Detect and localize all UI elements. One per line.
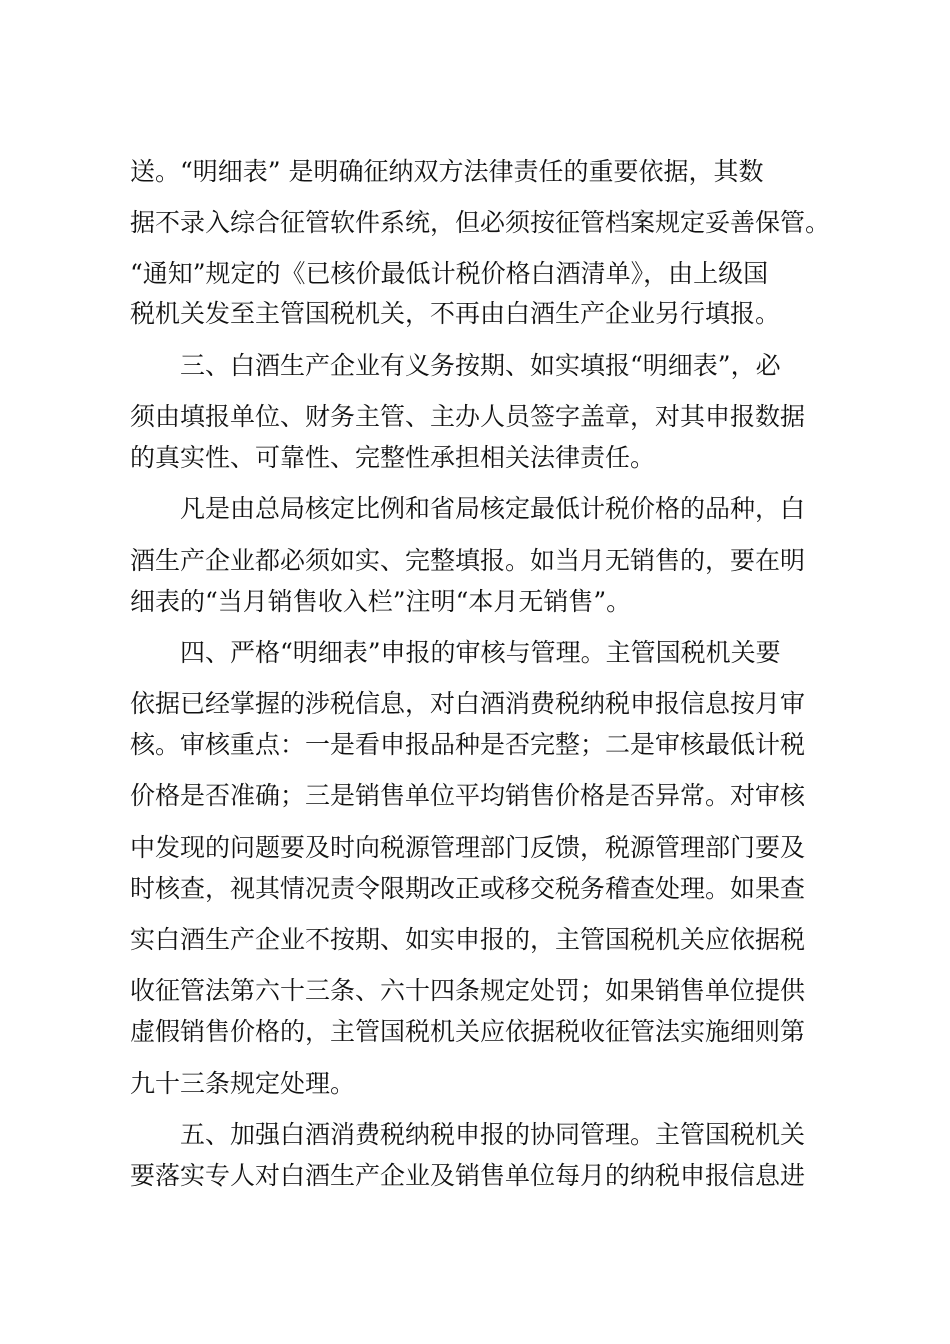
text-line-19: 虚假销售价格的，主管国税机关应依据税收征管法实施细则第	[130, 1017, 806, 1046]
text-line-9: 酒生产企业都必须如实、完整填报。如当月无销售的，要在明	[130, 546, 806, 575]
text-line-2: 据不录入综合征管软件系统，但必须按征管档案规定妥善保管。	[130, 208, 831, 237]
text-line-14: 价格是否准确；三是销售单位平均销售价格是否异常。对审核	[130, 781, 806, 810]
text-line-4: 税机关发至主管国税机关，不再由白酒生产企业另行填报。	[130, 299, 781, 328]
text-line-3: “通知”规定的《已核价最低计税价格白酒清单》，由上级国	[130, 259, 769, 288]
text-line-7: 的真实性、可靠性、完整性承担相关法律责任。	[130, 443, 656, 472]
text-line-10: 细表的“当月销售收入栏”注明“本月无销售”。	[130, 587, 632, 616]
text-line-5: 三、白酒生产企业有义务按期、如实填报“明细表”，必	[180, 351, 781, 380]
text-line-21: 五、加强白酒消费税纳税申报的协同管理。主管国税机关	[180, 1120, 806, 1149]
text-line-1: 送。“明细表” 是明确征纳双方法律责任的重要依据，其数	[130, 157, 764, 186]
text-line-8: 凡是由总局核定比例和省局核定最低计税价格的品种，白	[180, 494, 806, 523]
text-line-15: 中发现的问题要及时向税源管理部门反馈，税源管理部门要及	[130, 833, 806, 862]
text-line-13: 核。审核重点：一是看申报品种是否完整；二是审核最低计税	[130, 730, 806, 759]
text-line-12: 依据已经掌握的涉税信息，对白酒消费税纳税申报信息按月审	[130, 689, 806, 718]
text-line-17: 实白酒生产企业不按期、如实申报的，主管国税机关应依据税	[130, 925, 806, 954]
text-line-20: 九十三条规定处理。	[130, 1069, 356, 1098]
text-line-16: 时核查，视其情况责令限期改正或移交税务稽查处理。如果查	[130, 874, 806, 903]
text-line-22: 要落实专人对白酒生产企业及销售单位每月的纳税申报信息进	[130, 1161, 806, 1190]
text-line-6: 须由填报单位、财务主管、主办人员签字盖章，对其申报数据	[130, 402, 806, 431]
text-line-11: 四、严格“明细表”申报的审核与管理。主管国税机关要	[180, 638, 781, 667]
text-line-18: 收征管法第六十三条、六十四条规定处罚；如果销售单位提供	[130, 976, 806, 1005]
